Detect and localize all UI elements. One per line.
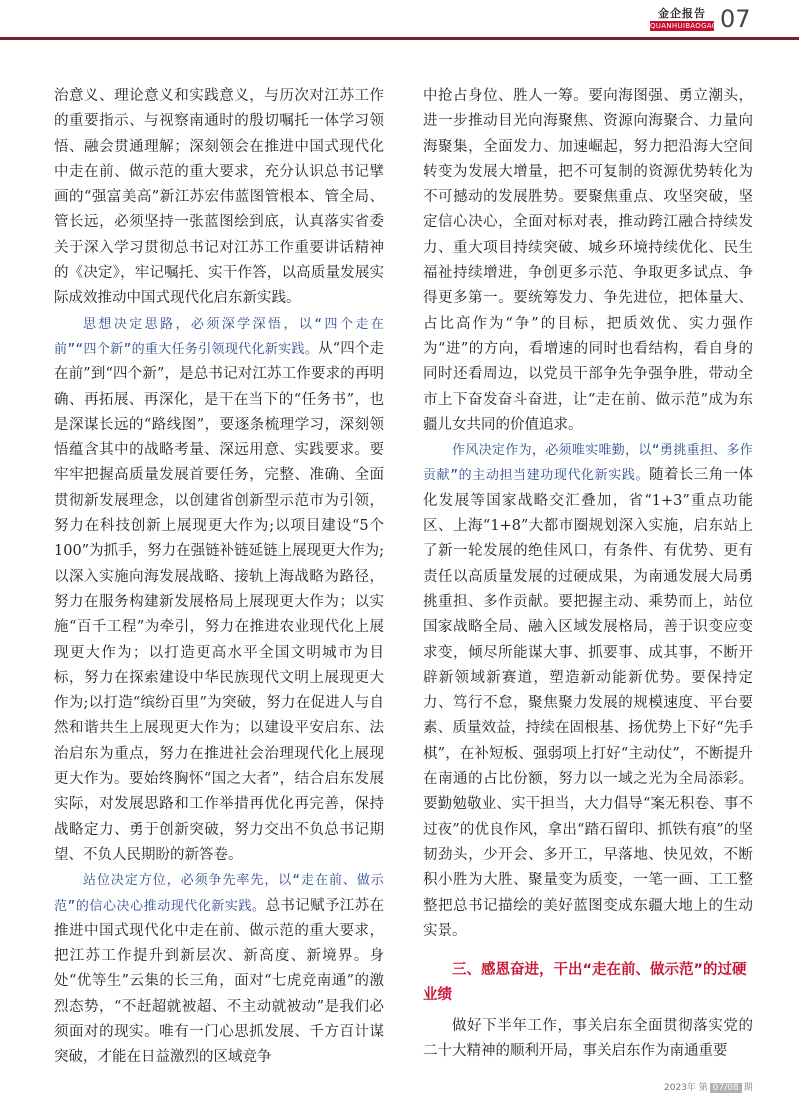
page-footer	[664, 1080, 753, 1093]
footer-year: 2023年	[664, 1083, 696, 1093]
paragraph-lead: 思想决定思路，必须深学深悟，以“四个走在前”“四个新”的重大任务引领现代化新实践。	[54, 316, 384, 357]
left-column	[54, 84, 384, 1071]
footer-di: 第	[698, 1083, 708, 1093]
header-rule	[0, 37, 799, 40]
paragraph	[423, 438, 753, 944]
footer-qi: 期	[743, 1083, 753, 1093]
paragraph: 治意义、理论意义和实践意义，与历次对江苏工作的重要指示、与视察南通时的殷切嘱托一体学习领悟、融会贯通理解；深刻领会在推进中国式现代化中走在前、做示范的重大要求，充分认识总书记擘画的“强富美高”新江苏宏伟蓝图管根本、管全局、管长远，必须坚持一张蓝图绘到底，认真落实省委关于深入学习贯彻总书记对江苏工作重要讲话精神的《决定》，牢记嘱托、实干作答，以高质量发展实际成效推动中国式现代化启东新实践。	[54, 88, 384, 307]
issue-number: 07/08	[710, 1083, 742, 1093]
paragraph	[54, 312, 384, 869]
paragraph: 做好下半年工作，事关启东全面贯彻落实党的二十大精神的顺利开局，事关启东作为南通重要	[423, 1018, 753, 1060]
paragraph-body: 从“四个走在前”到“四个新”，是总书记对江苏工作要求的再明确、再拓展、再深化，是干在当下的“任务书”，也是深谋长远的“路线图”，要逐条梳理学习，深刻领悟蕴含其中的战略考量、深远用意、实践要求。要牢牢把握高质量发展首要任务，完整、准确、全面贯彻新发展理念，以创建省创新型示范市为引领，努力在科技创新上展现更大作为;以项目建设“5个100”为抓手，努力在强链补链延链上展现更大作为;以深入实施向海发展战略、接轨上海战略为路径，努力在服务构建新发展格局上展现更大作为；以实施“百千工程”为牵引，努力在推进农业现代化上展现更大作为；以打造更高水平全国文明城市为目标，努力在探索建设中华民族现代文明上展现更大作为;以打造“缤纷百里”为突破，努力在促进人与自然和谐共生上展现更大作为；以建设平安启东、法治启东为重点，努力在推进社会治理现代化上展现更大作为。要始终胸怀“国之大者”，结合启东发展实际，对发展思路和工作举措再优化再完善，保持战略定力、勇于创新突破，努力交出不负总书记期望、不负人民期盼的新答卷。	[54, 340, 384, 863]
paragraph: 中抢占身位、胜人一筹。要向海图强、勇立潮头，进一步推动目光向海聚焦、资源向海聚合、力量向海聚集，全面发力、加速崛起，努力把沿海大空间转变为发展大增量，把不可复制的资源优势转化为不可撼动的发展胜势。要聚焦重点、攻坚突破，坚定信心决心，全面对标对表，推动跨江融合持续发力、重大项目持续突破、城乡环境持续优化、民生福祉持续增进，争创更多示范、争取更多试点、争得更多第一。要统筹发力、争先进位，把体量大、占比高作为“争”的目标，把质效优、实力强作为“进”的方向，看增速的同时也看结构，看自身的同时还看周边，以党员干部争先争强争胜，带动全市上下奋发奋斗奋进，让“走在前、做示范”成为东疆儿女共同的价值追求。	[423, 88, 753, 433]
paragraph-body: 总书记赋予江苏在推进中国式现代化中走在前、做示范的重大要求，把江苏工作提升到新层次、新高度、新境界。身处“优等生”云集的长三角，面对“七虎竞南通”的激烈态势，“不赶超就被超、不主动就被动”是我们必须面对的现实。唯有一门心思抓发展、千方百计谋突破，才能在日益激烈的区域竞争	[54, 897, 385, 1066]
paragraph-lead: 站位决定方位，必须争先率先，以“走在前、做示范”的信心决心推动现代化新实践。	[54, 873, 384, 914]
brand-name-cn: 金企报告	[658, 7, 706, 20]
paragraph-body: 随着长三角一体化发展等国家战略交汇叠加，省“1+3”重点功能区、上海“1+8”大都市圈规划深入实施，启东站上了新一轮发展的绝佳风口，有条件、有优势、更有责任以高质量发展的过硬成果，为南通发展大局勇挑重担、多作贡献。要把握主动、乘势而上，站位国家战略全局、融入区域发展格局，善于识变应变求变，倾尽所能谋大事、抓要事、成其事，不断开辟新领域新赛道，塑造新动能新优势。要保持定力、笃行不怠，聚焦聚力发展的规模速度、平台要素、质量效益，持续在固根基、扬优势上下好“先手棋”，在补短板、强弱项上打好“主动仗”，不断提升在南通的占比份额，努力以一域之光为全局添彩。要勤勉敬业、实干担当，大力倡导“案无积卷、事不过夜”的优良作风，拿出“踏石留印、抓铁有痕”的坚韧劲头，少开会、多开工，早落地、快见效，不断积小胜为大胜、聚量变为质变，一笔一画、工工整整把总书记描绘的美好蓝图变成东疆大地上的生动实景。	[423, 467, 753, 939]
paragraph-lead: 作风决定作为，必须唯实唯勤，以“勇挑重担、多作贡献”的主动担当建功现代化新实践。	[423, 443, 753, 484]
page-header	[0, 0, 799, 40]
section-heading: 三、感恩奋进，干出“走在前、做示范”的过硬业绩	[423, 962, 747, 1004]
paragraph	[54, 868, 384, 1070]
right-column	[423, 84, 753, 1065]
brand-name-en: QUANHUIBAOGAO	[650, 22, 718, 30]
brand-logo	[650, 6, 718, 32]
page-number: 07	[720, 5, 751, 33]
